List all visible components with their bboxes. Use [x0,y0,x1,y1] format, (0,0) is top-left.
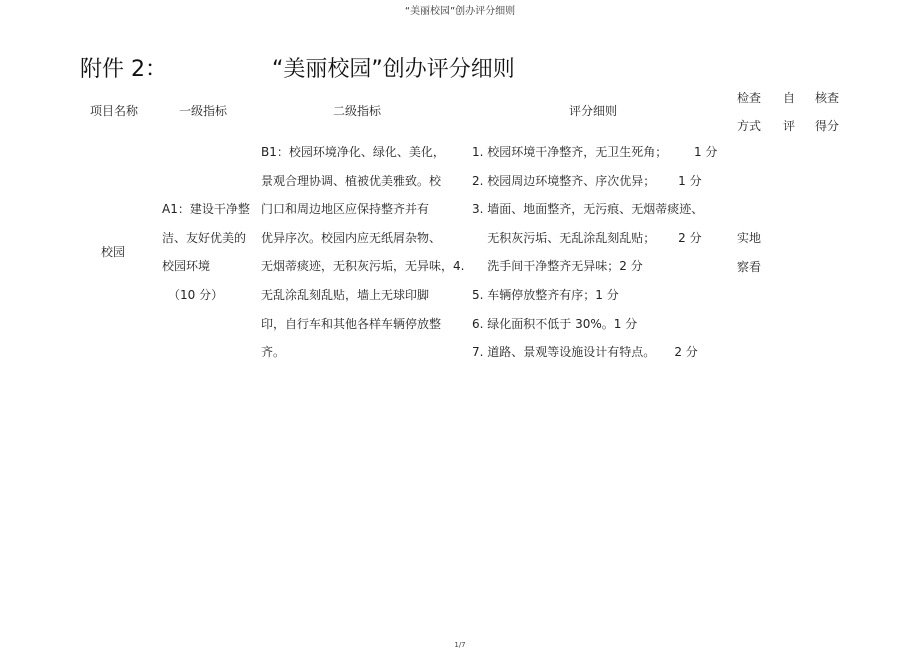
attachment-label: 附件 2： [80,57,167,82]
level2-line: 无烟蒂痰迹，无积灰污垢，无异味，4. [261,259,465,274]
header-method-line2: 方式 [737,119,762,133]
level2-line: 优异序次。校园内应无纸屑杂物、 [261,230,442,245]
scoring-line: 洗手间干净整齐无异味；2 分 [472,259,643,274]
level1-line: （10 分） [168,287,224,302]
scoring-line: 1. 校园环境干净整齐，无卫生死角； 1 分 [472,145,718,159]
level1-line: 洁、友好优美的 [162,230,247,245]
level2-line: 印，自行车和其他各样车辆停放整 [261,316,442,331]
scoring-line: 6. 绿化面积不低于 30%。1 分 [472,316,638,331]
scoring-line: 3. 墙面、地面整齐，无污痕、无烟蒂痰迹、 [472,202,704,217]
document-title: “美丽校园”创办评分细则 [272,57,515,82]
level2-cell [261,138,464,367]
project-cell: 校园 [101,245,126,259]
level2-line: 门口和周边地区应保持整齐并有 [261,202,430,217]
level2-line: 景观合理协调、植被优美雅致。校 [261,173,442,188]
scoring-line: 2. 校园周边环境整齐、序次优异； 1 分 [472,173,702,188]
scoring-line: 5. 车辆停放整齐有序；1 分 [472,287,619,302]
header-verify-line1: 核查 [815,91,840,105]
header-verify-line2: 得分 [815,119,840,133]
header-self-line1: 自 [783,91,796,105]
header-level2: 二级指标 [333,104,382,118]
method-line: 实地 [737,231,762,245]
level2-line: B1：校园环境净化、绿化、美化， [261,145,445,159]
level2-line: 无乱涂乱刻乱贴，墙上无球印脚 [261,287,430,302]
running-header: “美丽校园”创办评分细则 [404,6,516,17]
scoring-line: 7. 道路、景观等设施设计有特点。 2 分 [472,345,698,360]
page-number: 1/7 [454,641,466,649]
level1-line: 校园环境 [162,259,211,274]
header-scoring: 评分细则 [569,104,618,118]
level2-line: 齐。 [261,345,286,360]
method-line: 察看 [737,259,762,274]
header-project-name: 项目名称 [90,104,139,118]
scoring-cell [472,138,717,367]
method-cell [737,224,761,281]
level1-line: A1：建设干净整 [162,202,250,216]
header-method-line1: 检查 [737,91,762,105]
scoring-line: 无积灰污垢、无乱涂乱刻乱贴； 2 分 [472,230,702,245]
header-level1: 一级指标 [179,104,228,118]
header-self-line2: 评 [783,119,796,133]
level1-cell [162,195,250,309]
